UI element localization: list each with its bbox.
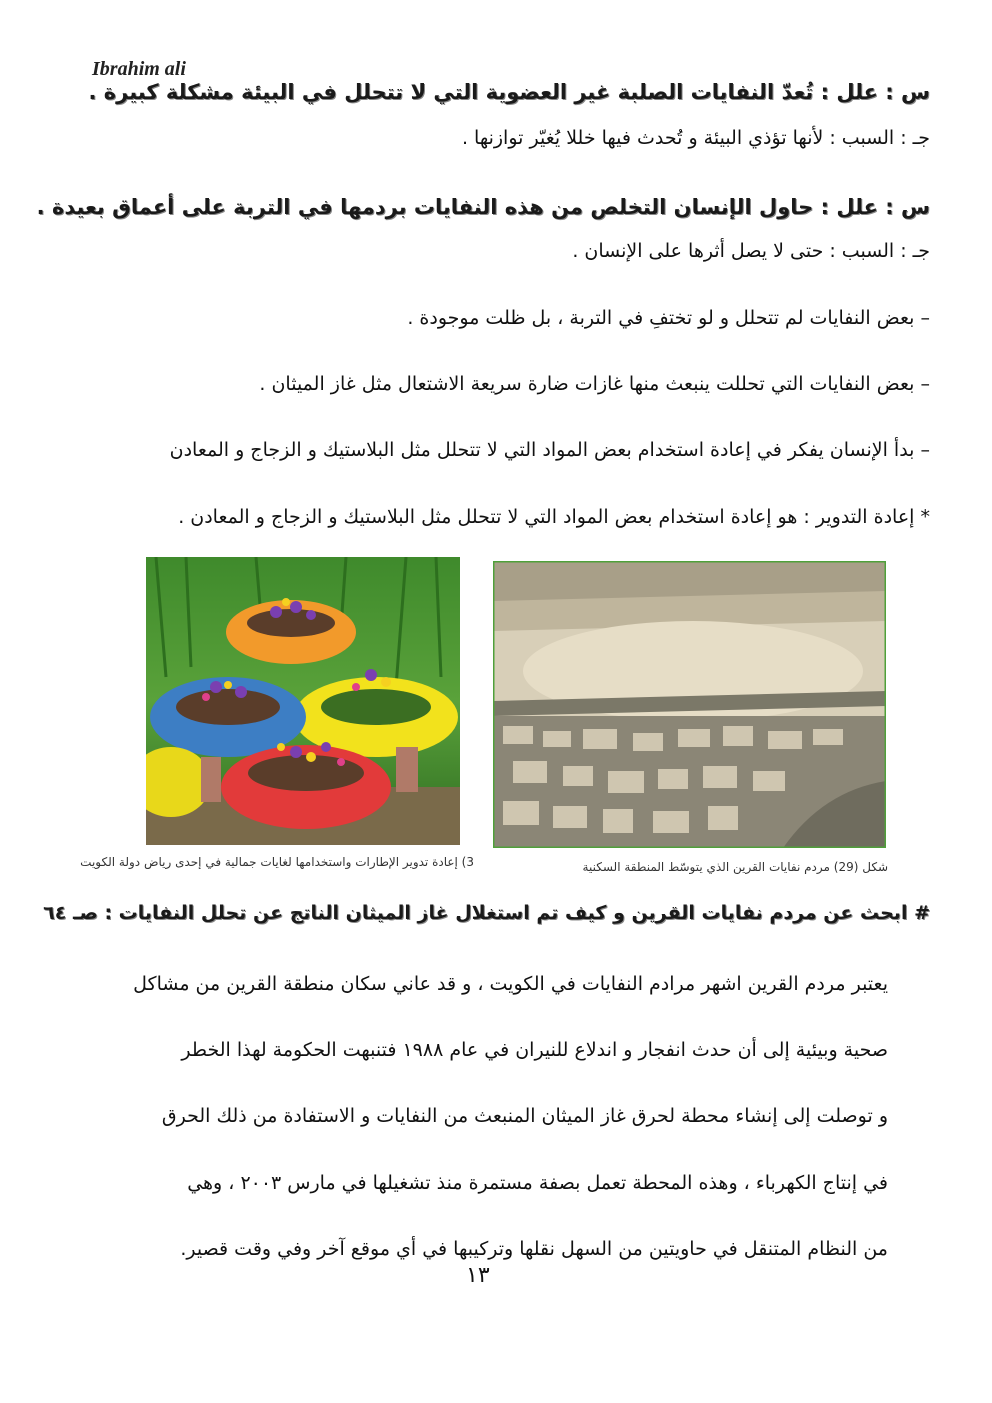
- author-name: Ibrahim ali: [92, 58, 186, 80]
- paragraph-line-4: في إنتاج الكهرباء ، وهذه المحطة تعمل بصفة مستمرة منذ تشغيلها في مارس ٢٠٠٣ ، وهي: [187, 1172, 888, 1194]
- question-1: س : علل : تُعدّ النفايات الصلبة غير العضوية التي لا تتحلل في البيئة مشكلة كبيرة .: [88, 80, 930, 104]
- bullet-1: – بعض النفايات لم تتحلل و لو تختفِ في التربة ، بل ظلت موجودة .: [407, 307, 930, 329]
- tires-caption: 3) إعادة تدوير الإطارات واستخدامها لغايات جمالية في إحدى رياض دولة الكويت: [80, 855, 474, 869]
- research-heading: # ابحث عن مردم نفايات القرين و كيف تم استغلال غاز الميثان الناتج عن تحلل النفايات : صـ ٦٤: [43, 902, 930, 924]
- paragraph-line-2: صحية وبيئية إلى أن حدث انفجار و اندلاع للنيران في عام ١٩٨٨ فتنبهت الحكومة لهذا الخطر: [181, 1039, 888, 1061]
- landfill-aerial-photo: [493, 561, 886, 848]
- paragraph-line-3: و توصلت إلى إنشاء محطة لحرق غاز الميثان المنبعث من النفايات و الاستفادة من ذلك الحرق: [161, 1105, 888, 1127]
- bullet-3: – بدأ الإنسان يفكر في إعادة استخدام بعض المواد التي لا تتحلل مثل البلاستيك و الزجاج و المعادن: [169, 439, 930, 461]
- paragraph-line-5: من النظام المتنقل في حاويتين من السهل نقلها وتركيبها في أي موقع آخر وفي وقت قصير.: [180, 1238, 888, 1260]
- landfill-caption: شكل (29) مردم نفايات القرين الذي يتوسّط المنطقة السكنية: [582, 860, 888, 874]
- page-number: ١٣: [466, 1263, 490, 1288]
- answer-1: جـ : السبب : لأنها تؤذي البيئة و تُحدث فيها خللا يُغيّر توازنها .: [461, 127, 930, 149]
- tires-planter-photo: [146, 557, 460, 845]
- paragraph-line-1: يعتبر مردم القرين اشهر مرادم النفايات في الكويت ، و قد عاني سكان منطقة القرين من مشاكل: [133, 973, 888, 995]
- question-2: س : علل : حاول الإنسان التخلص من هذه النفايات بردمها في التربة على أعماق بعيدة .: [36, 195, 930, 219]
- recycling-definition: * إعادة التدوير : هو إعادة استخدام بعض المواد التي لا تتحلل مثل البلاستيك و الزجاج و المعادن .: [178, 506, 930, 528]
- answer-2: جـ : السبب : حتى لا يصل أثرها على الإنسان .: [572, 240, 930, 262]
- bullet-2: – بعض النفايات التي تحللت ينبعث منها غازات ضارة سريعة الاشتعال مثل غاز الميثان .: [259, 373, 930, 395]
